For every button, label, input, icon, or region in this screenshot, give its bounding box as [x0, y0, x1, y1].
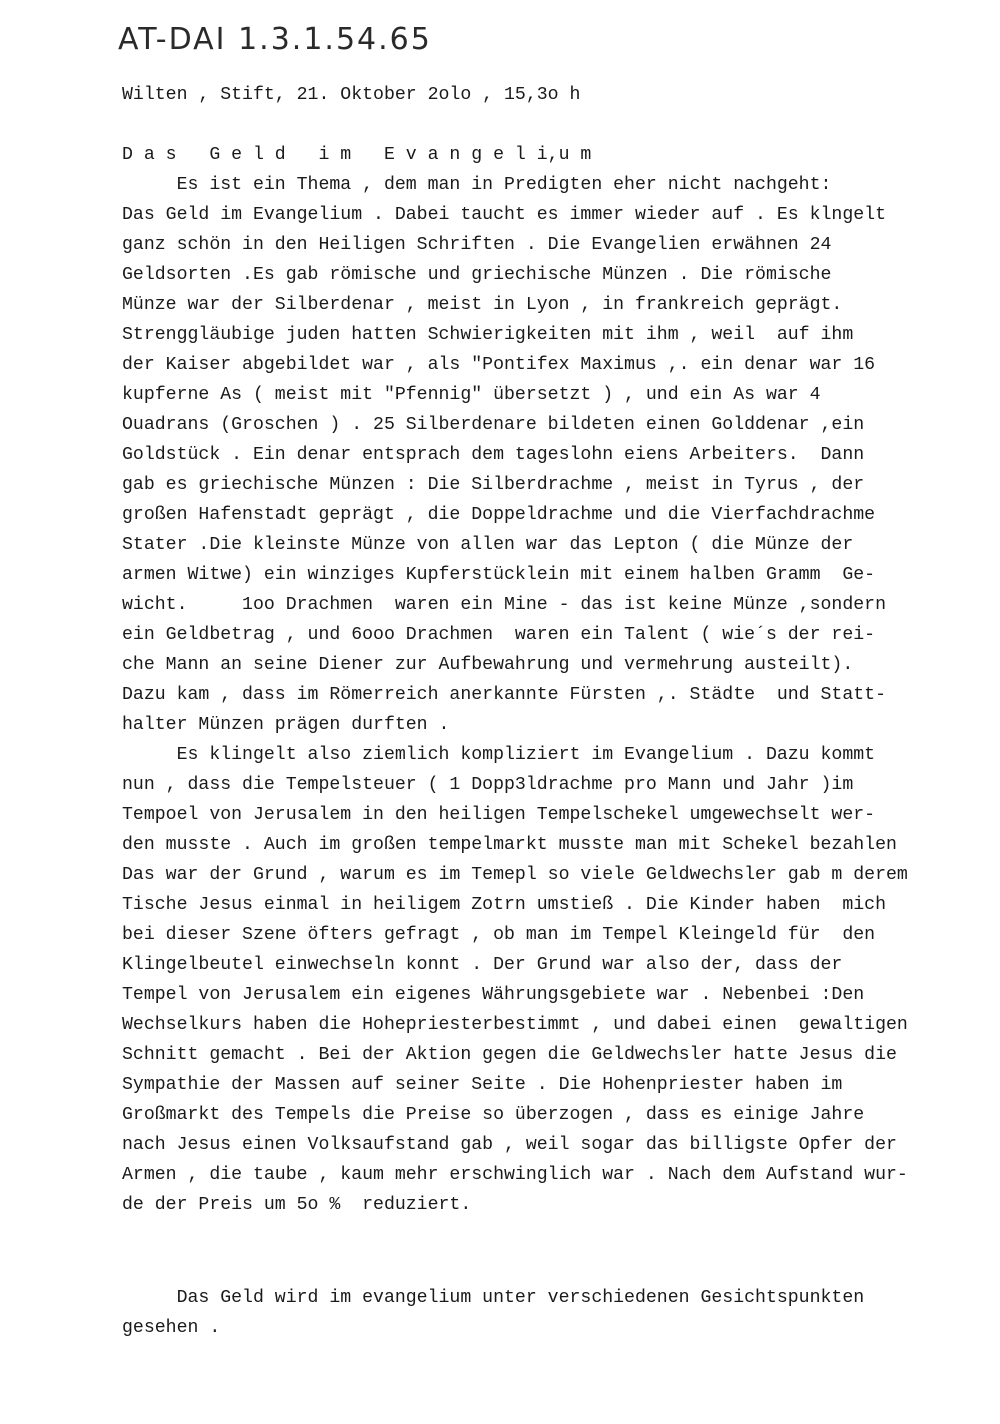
text-line: Großmarkt des Tempels die Preise so überzogen , dass es einige Jahre — [122, 1105, 865, 1125]
text-line: Tische Jesus einmal in heiligem Zotrn umstieß . Die Kinder haben mich — [122, 895, 886, 915]
spacer — [122, 1250, 982, 1283]
text-line: gab es griechische Münzen : Die Silberdrachme , meist in Tyrus , der — [122, 475, 865, 495]
document-title: D a s G e l d i m E v a n g e l i,u m — [122, 145, 592, 165]
header-line: Wilten , Stift, 21. Oktober 2olo , 15,3o h — [122, 85, 581, 105]
text-line: Es ist ein Thema , dem man in Predigten eher nicht nachgeht: — [122, 175, 832, 195]
text-line: Ouadrans (Groschen ) . 25 Silberdenare bildeten einen Golddenar ,ein — [122, 415, 865, 435]
text-line: halter Münzen prägen durften . — [122, 715, 450, 735]
text-line: Es klingelt also ziemlich kompliziert im Evangelium . Dazu kommt — [122, 745, 876, 765]
text-line: Stater .Die kleinste Münze von allen war das Lepton ( die Münze der — [122, 535, 854, 555]
text-line: ein Geldbetrag , und 6ooo Drachmen waren ein Talent ( wie´s der rei- — [122, 625, 876, 645]
text-line: nach Jesus einen Volksaufstand gab , weil sogar das billigste Opfer der — [122, 1135, 897, 1155]
text-line: Schnitt gemacht . Bei der Aktion gegen die Geldwechsler hatte Jesus die — [122, 1045, 897, 1065]
text-line: Sympathie der Massen auf seiner Seite . Die Hohenpriester haben im — [122, 1075, 843, 1095]
archive-reference-stamp: AT-DAI 1.3.1.54.65 — [118, 22, 432, 57]
text-line: Geldsorten .Es gab römische und griechische Münzen . Die römische — [122, 265, 832, 285]
text-line: Das Geld im Evangelium . Dabei taucht es immer wieder auf . Es klngelt — [122, 205, 886, 225]
text-line: Tempel von Jerusalem ein eigenes Währungsgebiete war . Nebenbei :Den — [122, 985, 865, 1005]
text-line: Das Geld wird im evangelium unter verschiedenen Gesichtspunkten — [122, 1288, 865, 1308]
text-line: Das war der Grund , warum es im Temepl so viele Geldwechsler gab m derem — [122, 865, 908, 885]
text-line: Goldstück . Ein denar entsprach dem tageslohn eiens Arbeiters. Dann — [122, 445, 865, 465]
text-line: de der Preis um 5o % reduziert. — [122, 1195, 472, 1215]
text-line: che Mann an seine Diener zur Aufbewahrung und vermehrung austeilt). — [122, 655, 854, 675]
text-line: der Kaiser abgebildet war , als "Pontifex Maximus ,. ein denar war 16 — [122, 355, 876, 375]
text-line: Dazu kam , dass im Römerreich anerkannte Fürsten ,. Städte und Statt- — [122, 685, 886, 705]
paragraph-3 — [122, 1283, 982, 1343]
text-line: nun , dass die Tempelsteuer ( 1 Dopp3ldrachme pro Mann und Jahr )im — [122, 775, 854, 795]
spacer — [122, 110, 982, 140]
text-line: wicht. 1oo Drachmen waren ein Mine - das ist keine Münze ,sondern — [122, 595, 886, 615]
paragraph-2 — [122, 740, 982, 1220]
text-line: bei dieser Szene öfters gefragt , ob man im Tempel Kleingeld für den — [122, 925, 876, 945]
text-line: Wechselkurs haben die Hohepriesterbestimmt , und dabei einen gewaltigen — [122, 1015, 908, 1035]
document-body — [122, 80, 982, 1343]
text-line: ganz schön in den Heiligen Schriften . Die Evangelien erwähnen 24 — [122, 235, 832, 255]
text-line: Strenggläubige juden hatten Schwierigkeiten mit ihm , weil auf ihm — [122, 325, 854, 345]
text-line: Tempoel von Jerusalem in den heiligen Tempelschekel umgewechselt wer- — [122, 805, 876, 825]
text-line: Armen , die taube , kaum mehr erschwinglich war . Nach dem Aufstand wur- — [122, 1165, 908, 1185]
text-line: Klingelbeutel einwechseln konnt . Der Grund war also der, dass der — [122, 955, 843, 975]
spacer — [122, 1220, 982, 1250]
text-line: armen Witwe) ein winziges Kupferstücklein mit einem halben Gramm Ge- — [122, 565, 876, 585]
text-line: den musste . Auch im großen tempelmarkt musste man mit Schekel bezahlen — [122, 835, 897, 855]
paragraph-1 — [122, 170, 982, 740]
text-line: Münze war der Silberdenar , meist in Lyon , in frankreich geprägt. — [122, 295, 843, 315]
text-line: kupferne As ( meist mit "Pfennig" übersetzt ) , und ein As war 4 — [122, 385, 821, 405]
text-line: gesehen . — [122, 1318, 221, 1338]
text-line: großen Hafenstadt geprägt , die Doppeldrachme und die Vierfachdrachme — [122, 505, 876, 525]
